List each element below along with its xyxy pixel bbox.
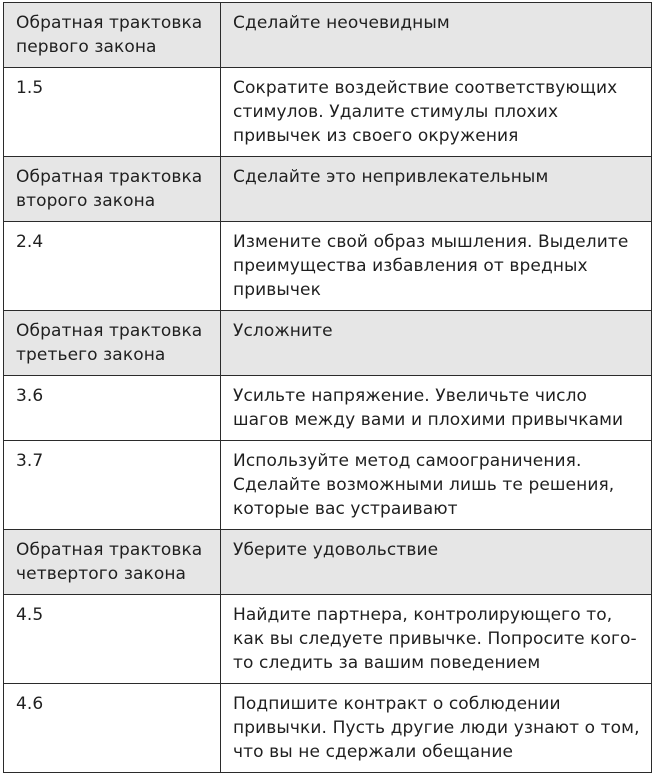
table-row bbox=[4, 376, 652, 441]
table-row-law-2 bbox=[4, 157, 652, 222]
row-left-cell: 4.5 bbox=[4, 595, 221, 684]
row-right-cell: Сделайте неочевидным bbox=[221, 3, 652, 68]
row-right-cell: Усильте напряжение. Увеличьте число шагов между вами и плохими привычками bbox=[221, 376, 652, 441]
row-right-cell: Найдите партнера, контролирующего то, как вы следуете привычке. Попросите кого-то следить за вашим поведением bbox=[221, 595, 652, 684]
table-row-law-4 bbox=[4, 530, 652, 595]
table-row bbox=[4, 595, 652, 684]
row-right-cell: Уберите удовольствие bbox=[221, 530, 652, 595]
row-right-cell: Используйте метод самоограничения. Сделайте возможными лишь те решения, которые вас устраивают bbox=[221, 441, 652, 530]
row-left-cell: 3.6 bbox=[4, 376, 221, 441]
row-left-cell: 4.6 bbox=[4, 684, 221, 773]
habits-table bbox=[3, 2, 652, 773]
row-right-cell: Подпишите контракт о соблюдении привычки. Пусть другие люди узнают о том, что вы не сдержали обещание bbox=[221, 684, 652, 773]
table-row-law-1 bbox=[4, 3, 652, 68]
table-row bbox=[4, 222, 652, 311]
row-left-cell: Обратная трактовка третьего закона bbox=[4, 311, 221, 376]
habits-table-container bbox=[3, 2, 651, 773]
row-right-cell: Сделайте это непривлекательным bbox=[221, 157, 652, 222]
row-left-cell: 3.7 bbox=[4, 441, 221, 530]
table-row bbox=[4, 441, 652, 530]
row-left-cell: Обратная трактовка второго закона bbox=[4, 157, 221, 222]
row-left-cell: Обратная трактовка первого закона bbox=[4, 3, 221, 68]
row-right-cell: Измените свой образ мышления. Выделите преимущества избавления от вредных привычек bbox=[221, 222, 652, 311]
row-left-cell: 1.5 bbox=[4, 68, 221, 157]
table-row bbox=[4, 68, 652, 157]
table-row-law-3 bbox=[4, 311, 652, 376]
row-right-cell: Усложните bbox=[221, 311, 652, 376]
row-left-cell: 2.4 bbox=[4, 222, 221, 311]
row-left-cell: Обратная трактовка четвертого закона bbox=[4, 530, 221, 595]
table-row bbox=[4, 684, 652, 773]
row-right-cell: Сократите воздействие соответствующих стимулов. Удалите стимулы плохих привычек из своего окружения bbox=[221, 68, 652, 157]
